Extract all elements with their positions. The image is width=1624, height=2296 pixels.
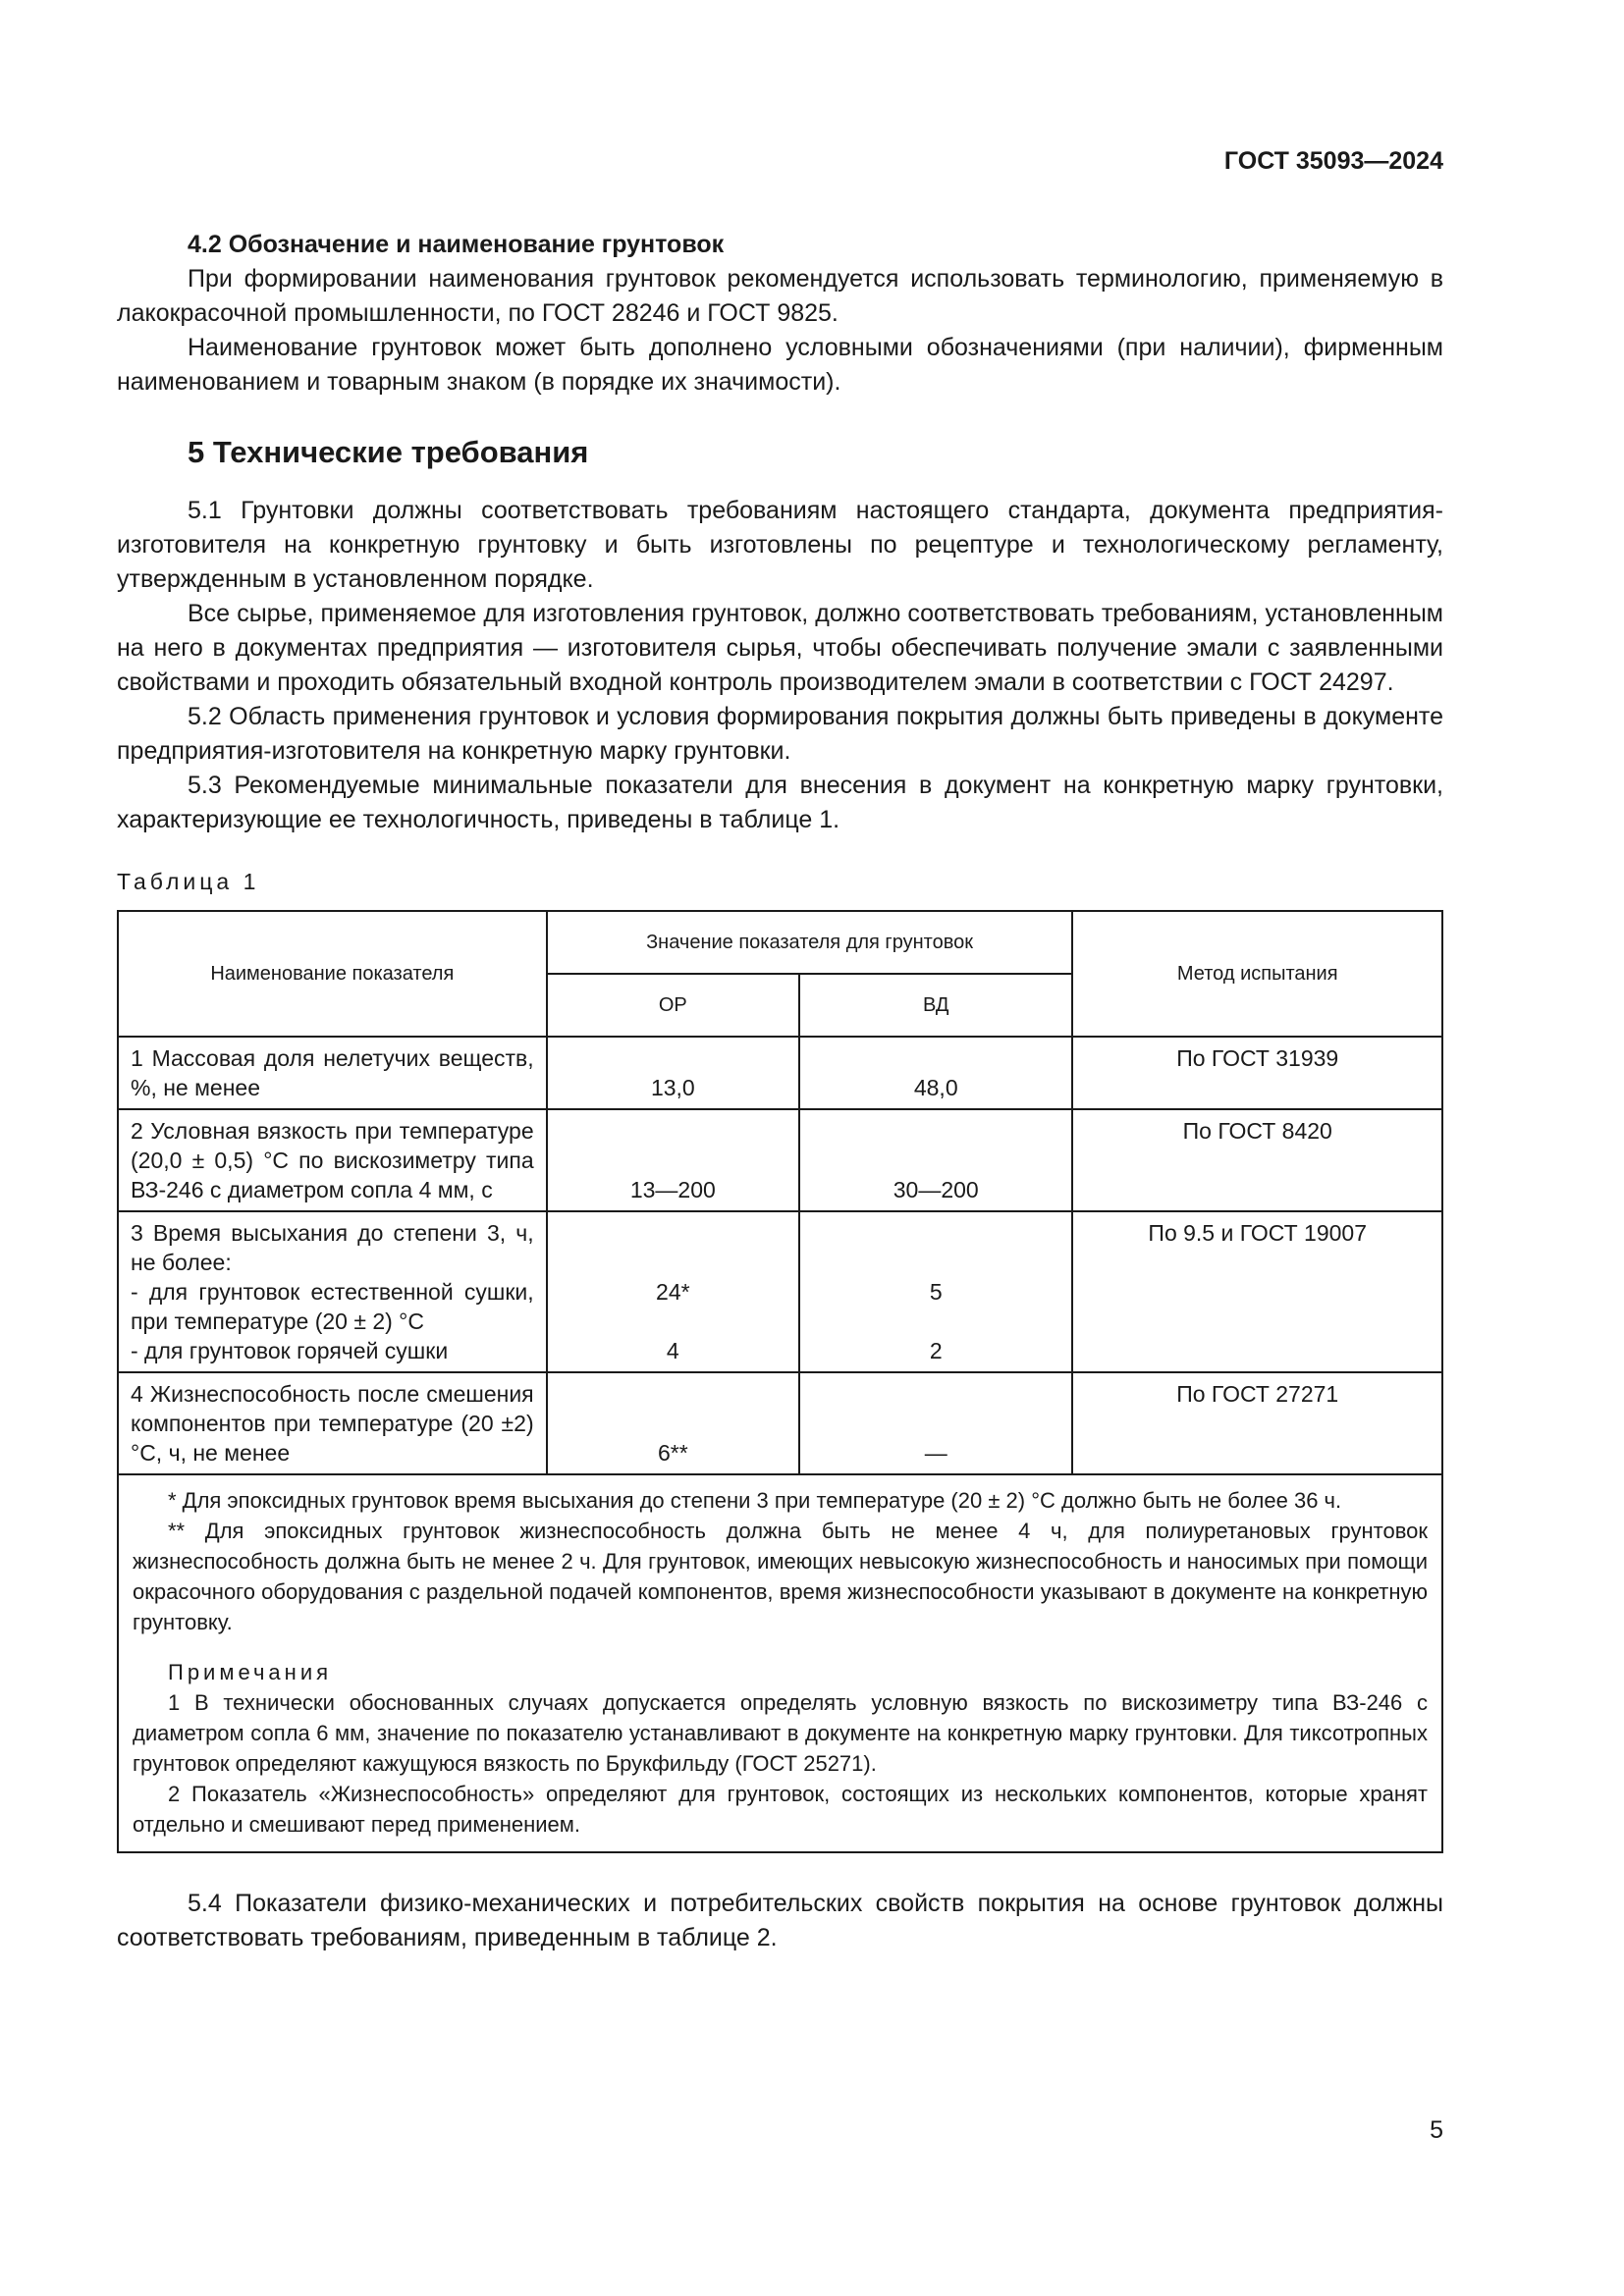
section-4-2-paragraph: Наименование грунтовок может быть дополнено условными обозначениями (при наличии), фирменным наименованием и товарным знаком (в порядке их значимости). <box>117 334 1443 396</box>
page-content <box>117 228 1443 1955</box>
method-cell: По ГОСТ 27271 <box>1072 1372 1442 1474</box>
note: 2 Показатель «Жизнеспособность» определяют для грунтовок, состоящих из нескольких компонентов, которые хранят отдельно и смешивают перед применением. <box>133 1782 1428 1837</box>
table-row <box>118 1211 1442 1372</box>
value-vd-cell: 5 2 <box>799 1211 1072 1372</box>
table-caption: Таблица 1 <box>117 869 260 894</box>
value-vd-cell: — <box>799 1372 1072 1474</box>
header-test-method: Метод испытания <box>1072 911 1442 1037</box>
value-vd-cell: 48,0 <box>799 1037 1072 1109</box>
section-5-paragraph: 5.3 Рекомендуемые минимальные показатели для внесения в документ на конкретную марку грунтовки, характеризующие ее технологичность, приведены в таблице 1. <box>117 772 1443 833</box>
indicator-cell: 2 Условная вязкость при температуре (20,0 ± 0,5) °С по вискозиметру типа ВЗ-246 с диаметром сопла 4 мм, с <box>118 1109 547 1211</box>
method-cell: По 9.5 и ГОСТ 19007 <box>1072 1211 1442 1372</box>
table-footnotes-box <box>117 1475 1443 1853</box>
table-row <box>118 1109 1442 1211</box>
notes-caption: Примечания <box>168 1660 333 1684</box>
page-number: 5 <box>1430 2116 1443 2144</box>
method-cell: По ГОСТ 8420 <box>1072 1109 1442 1211</box>
header-value-group: Значение показателя для грунтовок <box>547 911 1073 974</box>
footnote: * Для эпоксидных грунтовок время высыхания до степени 3 при температуре (20 ± 2) °С должно быть не более 36 ч. <box>168 1488 1342 1513</box>
header-or: ОР <box>547 974 799 1037</box>
section-5-paragraph: Все сырье, применяемое для изготовления грунтовок, должно соответствовать требованиям, установленным на него в документах предприятия — изготовителя сырья, чтобы обеспечивать получение эмали с заявленными свойствами и проходить обязательный входной контроль производителем эмали в соответствии с ГОСТ 24297. <box>117 600 1443 696</box>
indicator-cell: 4 Жизнеспособность после смешения компонентов при температуре (20 ±2) °С, ч, не менее <box>118 1372 547 1474</box>
standard-designation: ГОСТ 35093—2024 <box>1223 147 1443 175</box>
header-vd: ВД <box>799 974 1072 1037</box>
table-1 <box>117 910 1443 1475</box>
footnote: ** Для эпоксидных грунтовок жизнеспособность должна быть не менее 4 ч, для полиуретановых грунтовок жизнеспособность должна быть не менее 2 ч. Для грунтовок, имеющих невысокую жизнеспособность и наносимых при помощи окрасочного оборудования с раздельной подачей компонентов, время жизнеспособности указывают в документе на конкретную грунтовку. <box>133 1519 1428 1634</box>
indicator-cell: 3 Время высыхания до степени 3, ч, не более: - для грунтовок естественной сушки, при температуре (20 ± 2) °С - для грунтовок горячей сушки <box>118 1211 547 1372</box>
header-indicator-name: Наименование показателя <box>118 911 547 1037</box>
table-row <box>118 1037 1442 1109</box>
note: 1 В технически обоснованных случаях допускается определять условную вязкость по вискозиметру типа ВЗ-246 с диаметром сопла 6 мм, значение по показателю устанавливают в документе на конкретную марку грунтовки. Для тиксотропных грунтовок определяют кажущуюся вязкость по Брукфильду (ГОСТ 25271). <box>133 1690 1428 1776</box>
table-row <box>118 1372 1442 1474</box>
section-5-paragraph: 5.1 Грунтовки должны соответствовать требованиям настоящего стандарта, документа предприятия-изготовителя на конкретную грунтовку и быть изготовлены по рецептуре и технологическому регламенту, утвержденным в установленном порядке. <box>117 497 1443 593</box>
section-5-paragraph: 5.2 Область применения грунтовок и условия формирования покрытия должны быть приведены в документе предприятия-изготовителя на конкретную марку грунтовки. <box>117 703 1443 765</box>
section-4-2-heading: 4.2 Обозначение и наименование грунтовок <box>188 231 725 258</box>
value-vd-cell: 30—200 <box>799 1109 1072 1211</box>
section-4-2-paragraph: При формировании наименования грунтовок рекомендуется использовать терминологию, применяемую в лакокрасочной промышленности, по ГОСТ 28246 и ГОСТ 9825. <box>117 265 1443 327</box>
value-or-cell: 13—200 <box>547 1109 799 1211</box>
value-or-cell: 6** <box>547 1372 799 1474</box>
section-5-heading: 5 Технические требования <box>188 435 589 469</box>
value-or-cell: 13,0 <box>547 1037 799 1109</box>
method-cell: По ГОСТ 31939 <box>1072 1037 1442 1109</box>
section-5-4-paragraph: 5.4 Показатели физико-механических и потребительских свойств покрытия на основе грунтовок должны соответствовать требованиям, приведенным в таблице 2. <box>117 1890 1443 1951</box>
indicator-cell: 1 Массовая доля нелетучих веществ, %, не менее <box>118 1037 547 1109</box>
value-or-cell: 24* 4 <box>547 1211 799 1372</box>
